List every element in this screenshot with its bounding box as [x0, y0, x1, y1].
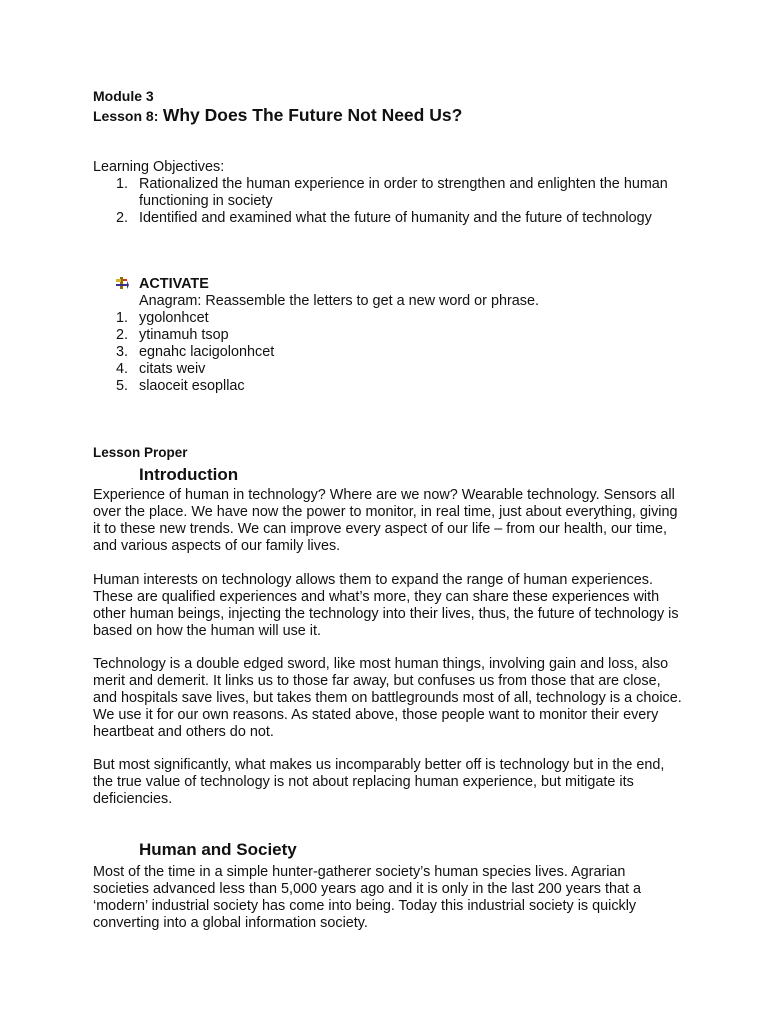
- anagram-text: slaoceit esopllac: [139, 378, 245, 394]
- lesson-heading: [93, 105, 462, 126]
- list-number: 1.: [116, 310, 129, 326]
- bullet-arrow-icon: [115, 276, 129, 290]
- anagram-text: citats weiv: [139, 361, 206, 377]
- learning-objectives-list: [93, 176, 673, 227]
- lesson-number: Lesson 8:: [93, 108, 159, 124]
- list-item: [93, 176, 673, 210]
- list-number: 5.: [116, 378, 129, 394]
- lesson-title: Why Does The Future Not Need Us?: [162, 105, 463, 125]
- intro-paragraph: Technology is a double edged sword, like most human things, involving gain and loss, also merit and demerit. It links us to those far away, but confuses us from those that are close, and hospitals save lives, but takes them on battlegrounds most of all, technology is a choice. We use it for our own reasons. As stated above, those people want to monitor their every heartbeat and others do not.: [93, 656, 682, 740]
- activate-heading: ACTIVATE: [139, 276, 209, 292]
- introduction-heading: Introduction: [139, 465, 239, 484]
- human-society-heading: Human and Society: [139, 840, 297, 859]
- list-number: 1.: [116, 176, 129, 192]
- anagram-list: [93, 310, 493, 395]
- list-item: [93, 344, 493, 361]
- list-item: [93, 361, 493, 378]
- intro-paragraph: Human interests on technology allows them to expand the range of human experiences. These are qualified experiences and what’s more, they can share these experiences with other human beings, injecting the technology into their lives, thus, the future of technology is based on how the human will use it.: [93, 572, 679, 639]
- list-number: 3.: [116, 344, 129, 360]
- human-society-paragraph: Most of the time in a simple hunter-gatherer society’s human species lives. Agrarian societies advanced less than 5,000 years ago and it is only in the last 200 years that a ‘modern’ industrial society has come into being. Today this industrial society is quickly converting into a global information society.: [93, 864, 641, 931]
- list-item: [93, 327, 493, 344]
- list-text: Identified and examined what the future of humanity and the future of technology: [139, 210, 652, 226]
- module-label: Module 3: [93, 88, 154, 104]
- lesson-proper-label: Lesson Proper: [93, 445, 188, 460]
- anagram-text: ytinamuh tsop: [139, 327, 229, 343]
- list-number: 2.: [116, 210, 129, 226]
- anagram-text: ygolonhcet: [139, 310, 209, 326]
- list-number: 2.: [116, 327, 129, 343]
- learning-objectives-title: Learning Objectives:: [93, 159, 225, 175]
- anagram-text: egnahc lacigolonhcet: [139, 344, 275, 360]
- activate-instruction: Anagram: Reassemble the letters to get a new word or phrase.: [139, 293, 539, 309]
- list-item: [93, 378, 493, 395]
- list-item: [93, 210, 673, 227]
- intro-paragraph: Experience of human in technology? Where are we now? Wearable technology. Sensors all over the place. We have now the power to monitor, in real time, just about everything, giving it to these new trends. We can improve every aspect of our life – from our health, our time, and various aspects of our family lives.: [93, 487, 678, 554]
- list-text: Rationalized the human experience in order to strengthen and enlighten the human functioning in society: [139, 176, 668, 209]
- intro-paragraph: But most significantly, what makes us incomparably better off is technology but in the end, the true value of technology is not about replacing human experience, but mitigate its deficiencies.: [93, 757, 665, 807]
- list-item: [93, 310, 493, 327]
- list-number: 4.: [116, 361, 129, 377]
